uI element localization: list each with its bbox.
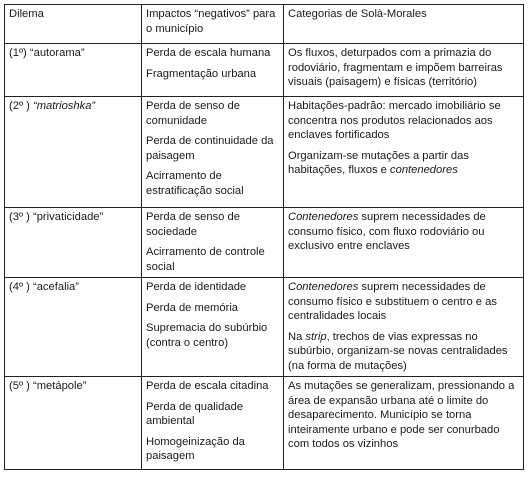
dilema-cell: [5, 44, 142, 97]
table-row: [5, 97, 524, 208]
impact-item: Homogeinização da paisagem: [146, 435, 245, 462]
impacts-cell: [142, 377, 284, 470]
categories-cell: [284, 377, 524, 470]
table-row: [5, 278, 524, 377]
category-text: Habitações-padrão: mercado imobiliário se concentra nos produtos relacionados aos enclaves fortificados: [288, 100, 501, 141]
dilema-number: (2º ): [9, 100, 33, 112]
category-paragraph: [288, 330, 519, 374]
header-row: [5, 5, 524, 44]
dilema-name: “autorama”: [29, 47, 85, 59]
header-impactos: Impactos “negativos” para o município: [142, 5, 284, 44]
impacts-cell: [142, 97, 284, 208]
dilema-cell: [5, 377, 142, 470]
dilema-cell: [5, 208, 142, 278]
impact-item: Fragmentação urbana: [146, 67, 257, 80]
categories-cell: [284, 97, 524, 208]
impact-item: Perda de qualidade ambiental: [146, 400, 244, 427]
category-text: Os fluxos, deturpados com a primazia do rodoviário, fragmentam e impõem barreiras visuais (paisagem) e físicas (território): [288, 47, 503, 88]
dilema-name: “privaticidade”: [32, 211, 104, 223]
header-categorias: Categorias de Solà-Morales: [284, 5, 524, 44]
category-paragraph: [288, 280, 519, 324]
categories-cell: [284, 278, 524, 377]
impact-item: Perda de escala citadina: [146, 380, 269, 392]
dilema-number: (5º ): [9, 380, 33, 392]
impact-item: Acirramento de controle social: [146, 246, 265, 273]
category-italic-term: strip: [305, 330, 327, 343]
impact-item: Perda de escala humana: [146, 47, 271, 59]
impact-item: Perda de identidade: [146, 281, 247, 293]
dilema-cell: [5, 97, 142, 208]
category-paragraph: [288, 149, 519, 178]
categories-cell: [284, 208, 524, 278]
impacts-cell: [142, 208, 284, 278]
category-text: Organizam-se mutações a partir das habitações, fluxos e: [288, 149, 469, 176]
impact-item: Perda de senso de sociedade: [146, 211, 240, 238]
category-italic-term: Contenedores: [288, 281, 359, 293]
category-text: , trechos de vias expressas no subúrbio, organizam-se novas centralidades (na forma de mutações): [288, 330, 508, 372]
dilema-name: “matrioshka”: [32, 100, 96, 112]
impacts-cell: [142, 278, 284, 377]
impact-item: Perda de continuidade da paisagem: [146, 135, 274, 162]
category-italic-term: Contenedores: [288, 211, 359, 223]
category-text: suprem necessidades de consumo físico e substituem o centro e as centralidades locais: [288, 281, 497, 322]
dilema-number: (3º ): [9, 211, 33, 223]
dilema-number: (4º ): [9, 281, 33, 293]
dilema-name: “metápole”: [32, 380, 87, 392]
table-row: [5, 208, 524, 278]
dilema-number: (1º): [9, 47, 30, 59]
impact-item: Supremacia do subúrbio (contra o centro): [146, 322, 268, 349]
category-text: As mutações se generalizam, pressionando a área de expansão urbana até o limite do desaparecimento. Município se torna inteiramente urbano e pode ser conurbado com todos os vizinhos: [288, 380, 515, 450]
category-text: suprem necessidades de consumo físico, com fluxo rodoviário ou exclusivo entre enclaves: [288, 211, 486, 252]
category-paragraph: [288, 99, 519, 143]
impact-item: Acirramento de estratificação social: [146, 170, 244, 197]
dilema-cell: [5, 278, 142, 377]
category-text: Na: [288, 330, 306, 343]
table-row: [5, 44, 524, 97]
impact-item: Perda de senso de comunidade: [146, 100, 240, 127]
impact-item: Perda de memória: [146, 301, 239, 314]
category-italic-term: contenedores: [390, 164, 458, 176]
category-paragraph: [288, 379, 519, 452]
dilema-name: “acefalia”: [32, 281, 79, 293]
category-paragraph: [288, 210, 519, 254]
table-row: [5, 377, 524, 470]
categories-cell: [284, 44, 524, 97]
header-dilema: Dilema: [5, 5, 142, 44]
impacts-cell: [142, 44, 284, 97]
dilemas-table: [4, 4, 524, 470]
category-paragraph: [288, 46, 519, 90]
